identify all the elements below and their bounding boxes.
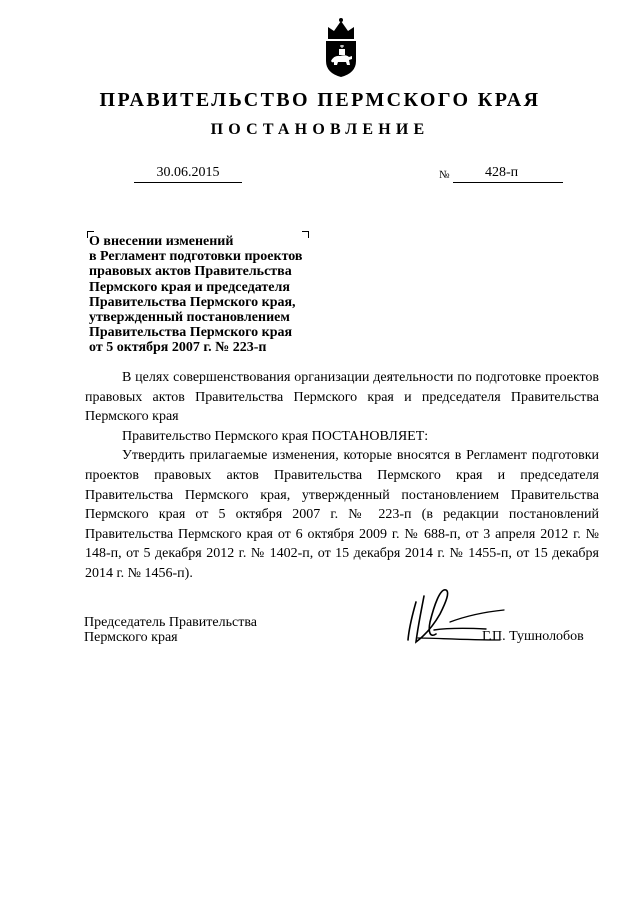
subject-line: О внесении изменений [89, 234, 234, 249]
subject-line: утвержденный постановлением [89, 310, 290, 326]
document-number-field [453, 164, 563, 183]
body-paragraph: Утвердить прилагаемые изменения, которые вносятся в Регламент подготовки проектов правовых актов Правительства Пермского края и председателя Правительства Пермского края, утвержденный постановлением Правительства Пермского края от 5 октября 2007 г. № 223-п (в редакции постановлений Правительства Пермского края от 6 октября 2009 г. № 688-п, от 3 апреля 2012 г. № 148-п, от 5 декабря 2012 г. № 1402-п, от 15 декабря 2014 г. № 1455-п, от 15 декабря 2014 г. № 1456-п). [85, 448, 599, 581]
organization-title: ПРАВИТЕЛЬСТВО ПЕРМСКОГО КРАЯ [99, 89, 541, 111]
coat-of-arms-icon [322, 17, 360, 79]
subject-line: Пермского края и председателя [89, 279, 290, 295]
document-body [85, 368, 599, 584]
document-date: 30.06.2015 [134, 164, 242, 183]
signer-name: Г.П. Тушнолобов [482, 629, 584, 644]
subject-line: от 5 октября 2007 г. № 223-п [89, 340, 267, 356]
document-number: 428-п [485, 165, 519, 180]
subject-line: Правительства Пермского края, [89, 294, 296, 310]
number-label: № [439, 169, 450, 181]
document-type: ПОСТАНОВЛЕНИЕ [210, 121, 430, 138]
document-subject [89, 234, 349, 356]
subject-line: правовых актов Правительства [89, 264, 292, 280]
body-paragraph: В целях совершенствования организации деятельности по подготовке проектов правовых актов Правительства Пермского края и председателя Правительства Пермского края [85, 370, 599, 425]
signer-title [84, 615, 257, 645]
subject-line: в Регламент подготовки проектов [89, 249, 303, 265]
subject-line: Правительства Пермского края [89, 325, 293, 341]
signer-title-line: Председатель Правительства [84, 615, 257, 630]
signer-title-line: Пермского края [84, 630, 178, 645]
body-paragraph: Правительство Пермского края ПОСТАНОВЛЯЕТ: [122, 428, 429, 444]
